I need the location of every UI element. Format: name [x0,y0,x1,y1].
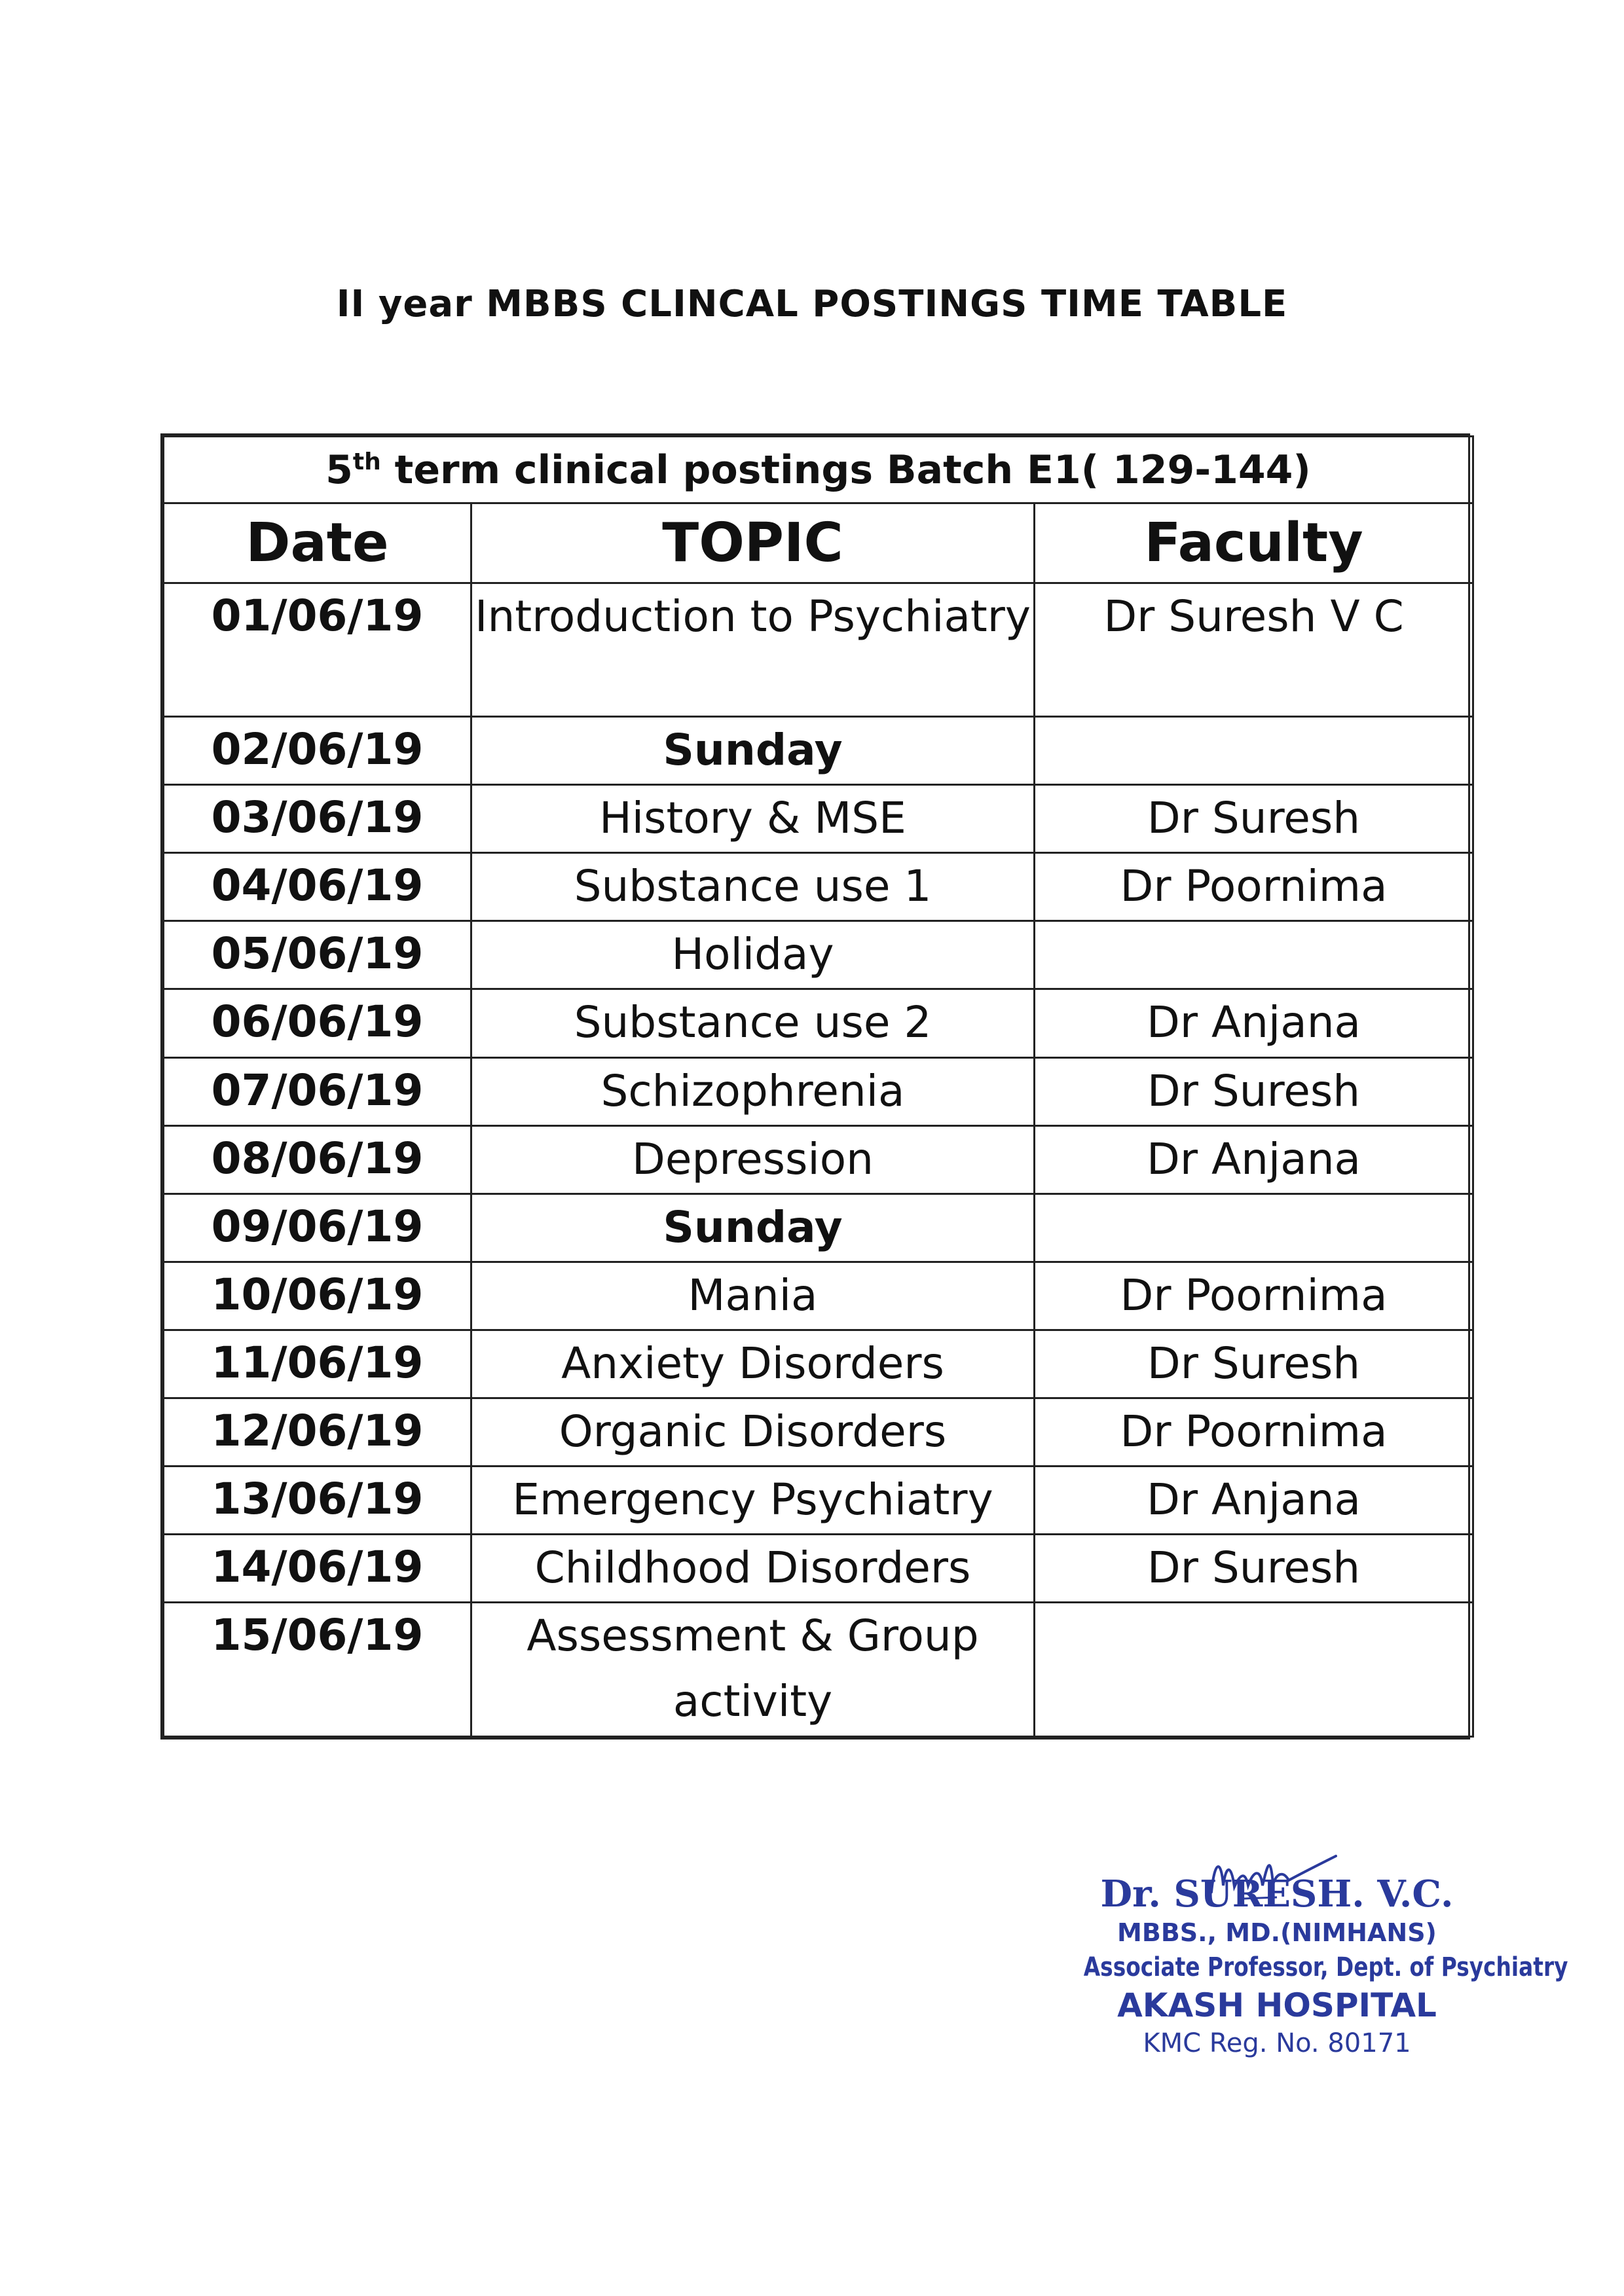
row-faculty: Dr Suresh [1035,1330,1473,1398]
batch-term-text: term clinical postings Batch E1( 129-144) [380,446,1311,493]
column-header-topic: TOPIC [471,503,1035,583]
row-date: 05/06/19 [164,921,471,989]
row-topic: Organic Disorders [471,1398,1035,1466]
row-date: 10/06/19 [164,1262,471,1330]
table-row [164,1057,1473,1125]
row-faculty: Dr Poornima [1035,1262,1473,1330]
row-faculty: Dr Suresh [1035,1057,1473,1125]
row-topic: Childhood Disorders [471,1534,1035,1602]
table-row [164,785,1473,853]
row-faculty [1035,921,1473,989]
batch-heading [164,437,1473,503]
table-row [164,921,1473,989]
row-date: 12/06/19 [164,1398,471,1466]
row-topic: Emergency Psychiatry [471,1466,1035,1534]
row-date: 02/06/19 [164,717,471,785]
row-topic: Sunday [471,717,1035,785]
row-faculty: Dr Anjana [1035,1466,1473,1534]
row-topic: Schizophrenia [471,1057,1035,1125]
table-row [164,853,1473,921]
row-date: 14/06/19 [164,1534,471,1602]
row-date: 15/06/19 [164,1602,471,1736]
row-faculty: Dr Suresh V C [1035,583,1473,717]
stamp-designation: Associate Professor, Dept. of Psychiatry [1083,1952,1568,1982]
row-faculty: Dr Suresh [1035,1534,1473,1602]
header-row [164,503,1473,583]
doctor-stamp [1041,1872,1568,2058]
table-row [164,1466,1473,1534]
table-row [164,1602,1473,1736]
row-date: 03/06/19 [164,785,471,853]
row-date: 01/06/19 [164,583,471,717]
row-topic: Sunday [471,1194,1035,1262]
row-date: 08/06/19 [164,1125,471,1194]
table-row [164,989,1473,1057]
table-row [164,1398,1473,1466]
table-row [164,1534,1473,1602]
table-row [164,1330,1473,1398]
row-date: 09/06/19 [164,1194,471,1262]
row-topic: Depression [471,1125,1035,1194]
row-faculty: Dr Anjana [1035,989,1473,1057]
row-topic: Introduction to Psychiatry [471,583,1035,717]
table-row [164,1194,1473,1262]
page-title: II year MBBS CLINCAL POSTINGS TIME TABLE [336,283,1288,325]
table-row [164,583,1473,717]
row-faculty [1035,1602,1473,1736]
batch-term-number: 5 [325,446,353,493]
row-faculty [1035,717,1473,785]
row-date: 04/06/19 [164,853,471,921]
row-faculty: Dr Suresh [1035,785,1473,853]
row-date: 07/06/19 [164,1057,471,1125]
row-date: 11/06/19 [164,1330,471,1398]
row-topic: Holiday [471,921,1035,989]
row-date: 13/06/19 [164,1466,471,1534]
timetable [160,433,1470,1740]
table-row [164,717,1473,785]
row-topic: Anxiety Disorders [471,1330,1035,1398]
column-header-date: Date [164,503,471,583]
row-topic: Substance use 2 [471,989,1035,1057]
stamp-qualification: MBBS., MD.(NIMHANS) [1117,1918,1437,1947]
batch-term-suffix: th [352,448,381,475]
row-date: 06/06/19 [164,989,471,1057]
batch-row [164,437,1473,503]
row-faculty: Dr Poornima [1035,853,1473,921]
row-topic: Mania [471,1262,1035,1330]
table-row [164,1262,1473,1330]
row-topic: Substance use 1 [471,853,1035,921]
row-faculty [1035,1194,1473,1262]
timetable-grid [162,435,1474,1738]
table-row [164,1125,1473,1194]
column-header-faculty: Faculty [1035,503,1473,583]
stamp-doctor-name: Dr. SURESH. V.C. [1100,1872,1454,1916]
row-faculty: Dr Anjana [1035,1125,1473,1194]
row-faculty: Dr Poornima [1035,1398,1473,1466]
row-topic: History & MSE [471,785,1035,853]
stamp-registration: KMC Reg. No. 80171 [1143,2028,1411,2058]
row-topic: Assessment & Group activity [471,1602,1035,1736]
stamp-hospital: AKASH HOSPITAL [1117,1986,1437,2024]
